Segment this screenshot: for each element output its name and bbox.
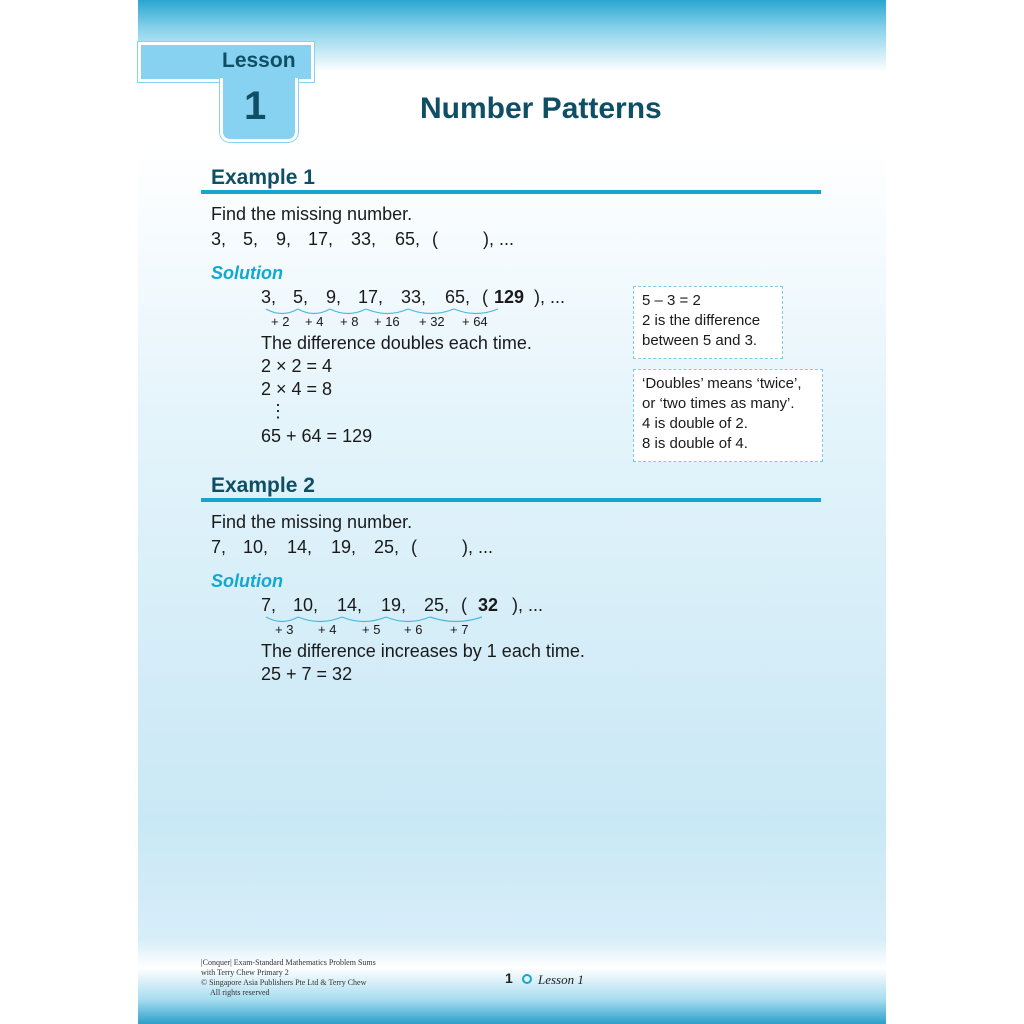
footer-copyright: © Singapore Asia Publishers Pte Ltd & Terry Chew [201,978,367,987]
solution-term: 3, [261,287,277,307]
example-2-heading: Example 2 [211,474,315,497]
solution-term: 9, [326,287,342,307]
difference-arc [298,309,330,314]
solution-term: 25, [424,595,450,615]
difference-arc [266,309,298,314]
note-line: ‘Doubles’ means ‘twice’, [642,375,802,392]
sequence-term: 3, [211,229,227,249]
solution-term: 65, [445,287,471,307]
note-line: 8 is double of 4. [642,435,748,452]
sequence-term: ( [411,537,417,557]
difference-arc [366,309,408,314]
solution-term: ), ... [534,287,565,307]
footer-credit: |Conquer| Exam-Standard Mathematics Problem Sums [201,958,376,967]
solution-term: ( [482,287,488,307]
sequence-term: 14, [287,537,313,557]
sequence-term: 25, [374,537,400,557]
difference-arc [408,309,454,314]
note-line: 2 is the difference [642,312,761,329]
page-title: Number Patterns [420,92,662,125]
sequence-term: 9, [276,229,292,249]
note-line: or ‘two times as many’. [642,395,795,412]
difference-arc [386,617,430,622]
solution-term: 33, [401,287,427,307]
solution-term: 19, [381,595,407,615]
solution-term: ( [461,595,467,615]
difference-label: + 64 [462,314,488,329]
difference-arc [266,617,298,622]
footer-rights: All rights reserved [210,988,270,997]
sequence-term: 19, [331,537,357,557]
sequence-term: 5, [243,229,259,249]
solution-term: 17, [358,287,384,307]
solution-term: 5, [293,287,309,307]
note-line: between 5 and 3. [642,332,758,349]
difference-label: + 32 [419,314,445,329]
sequence-term: ), ... [462,537,493,557]
difference-arc [330,309,366,314]
solution-line: The difference doubles each time. [261,333,532,353]
page-number: 1 [505,970,513,986]
answer-value: 32 [478,595,499,615]
sequence-term: 65, [395,229,421,249]
note-line: 5 – 3 = 2 [642,292,701,309]
difference-label: + 16 [374,314,400,329]
example-2-question: Find the missing number. [211,512,413,532]
solution-line: The difference increases by 1 each time. [261,641,585,661]
difference-label: + 8 [340,314,359,329]
sequence-term: 17, [308,229,334,249]
vertical-ellipsis: ⋮ [269,401,287,421]
difference-label: + 3 [275,622,294,637]
difference-label: + 5 [362,622,381,637]
difference-label: + 6 [404,622,423,637]
example-2-rule [201,498,821,502]
solution-term: 10, [293,595,319,615]
example-2-solution-label: Solution [211,571,283,591]
difference-label: + 4 [318,622,337,637]
difference-label: + 2 [271,314,290,329]
solution-term: 7, [261,595,277,615]
page-number-dot [522,974,532,984]
example-1-heading: Example 1 [211,166,315,189]
note-difference [633,286,783,359]
solution-term: ), ... [512,595,543,615]
difference-label: + 7 [450,622,469,637]
sequence-term: 33, [351,229,377,249]
difference-arc [454,309,498,314]
difference-arc [298,617,342,622]
lesson-number: 1 [244,84,267,128]
difference-label: + 4 [305,314,324,329]
solution-line: 2 × 2 = 4 [261,356,333,376]
difference-arc [430,617,482,622]
sequence-term: 7, [211,537,227,557]
difference-arc [342,617,386,622]
note-doubles [633,369,823,462]
solution-line: 2 × 4 = 8 [261,379,333,399]
solution-line: 65 + 64 = 129 [261,426,373,446]
lesson-label: Lesson [222,49,296,72]
sequence-term: 10, [243,537,269,557]
sequence-term: ( [432,229,438,249]
solution-term: 14, [337,595,363,615]
answer-value: 129 [494,287,525,307]
example-1-question: Find the missing number. [211,204,413,224]
example-1-solution-label: Solution [211,263,283,283]
note-line: 4 is double of 2. [642,415,748,432]
page-lesson-label: Lesson 1 [538,972,584,987]
solution-line: 25 + 7 = 32 [261,664,353,684]
footer-credit: with Terry Chew Primary 2 [201,968,289,977]
sequence-term: ), ... [483,229,514,249]
